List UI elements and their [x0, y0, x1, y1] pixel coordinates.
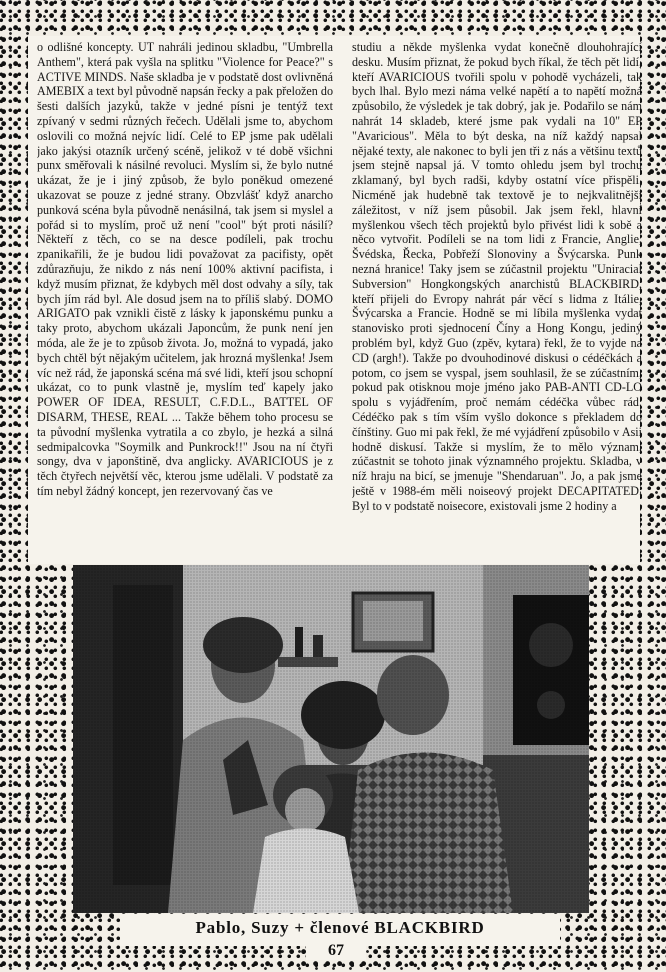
photo-caption: Pablo, Suzy + členové BLACKBIRD [195, 918, 485, 937]
article-column-left: o odlišné koncepty. UT nahráli jedinou skladbu, "Umbrella Anthem", která pak vyšla na splitku "Violence for Peace?" s ACTIVE MINDS. Naše skladba je v podstatě dost ovlivněná AMEBIX a text byl původně napsán řecky a pak přeložen do šesti dalších jazyků, takže v jedné písni je tentýž text zpívaný v sedmi různých řečech. Udělali jsme to, abychom oslovili co možná nejvíc lidí. Celé to EP jsme pak udělali jako jakýsi otazník určený scéně, jelikož v té době všichni punx směřovali k násilné revoluci. Myslím si, že bylo nutné ukázat, že je i jiný způsob, že bylo poněkud omezené ukazovat se pouze z jedné strany. Obzvlášť když anarcho punková scéna byla původně nenásilná, tak jsem si myslel a pořád si to myslím, proč už není "cool" být proti násilí? Někteří z těch, co se na desce podíleli, pak trochu zpanikařili, že je budou lidi považovat za pacifisty, opět zdůrazňuju, že nikdo z nás není 100% aktivní pacifista, i když musím přiznat, že kdybych měl dost odvahy a síly, tak bych jím rád byl. Ale dosud jsem na to příliš slabý. DOMO ARIGATO pak vznikli čistě z lásky k japonskému punku a taky proto, abychom ukázali Japoncům, že punk není jen móda, ale že je to způsob života. Jo, možná to vypadá, jako bych chtěl být nějakým učitelem, jak hrozná myšlenka! Jsem víc než rád, že japonská scéna má své lidi, kteří jsou schopní ukázat, co to punk vlastně je, myslím teď kapely jako POWER OF IDEA, RESULT, C.F.D.L., BATTEL OF DISARM, THESE, REAL ... Takže během toho procesu se ta původní myšlenka vytratila a co zbylo, je hezká a silná sedmipalcovka "Soymilk and Punkrock!!" Jsou na ní čtyři songy, dva v japonštině, dva anglicky. AVARICIOUS je z těch čtyřech největší věc, kterou jsme udělali. V podstatě za tím nebyl žádný koncept, jen rezervovaný čas ve [37, 40, 333, 498]
band-photo-illustration [73, 565, 589, 913]
article-column-right: studiu a někde myšlenka vydat konečně dlouhohrající desku. Musím přiznat, že pokud bych říkal, že těch pět lidí, kteří AVARICIOUS tvořili spolu v pohodě vycházeli, tak bych lhal. Bylo mezi náma velké napětí a to napětí možná způsobilo, že výsledek je tak dobrý, jak je. Podařilo se nám nahrát 14 skladeb, které jsme pak vydali na 10" EP "Avaricious". Měla to být deska, na níž každý napsal nějaké texty, ale nakonec to byli jen tři z nás a většinu textů jsem stejně napsal já. V tomto ohledu jsem byl trochu zklamaný, byl bych radši, kdyby ostatní více přispěli. Nicméně jak hudebně tak textově je to nejkvalitnější záležitost, v níž jsem působil. Jak jsem řekl, hlavní myšlenkou všech těch projektů bylo přivést lidi k sobě a něco vytvořit. Podíleli se na tom lidi z Francie, Anglie, Švédska, Řecka, Pobřeží Slonoviny a Švýcarska. Punk nezná hranice! Taky jsem se zúčastnil projektu "Uniracial Subversion" Hongkongských anarchistů BLACKBIRD, kteří přijeli do Evropy nahrát pár věcí s lidma z Itálie, Švýcarska a Francie. Hodně se mi líbila myšlenka vydat stanovisko proti sjednocení Číny a Hong Kongu, jediný problém byl, když Guo (zpěv, kytara) řekl, že to vyjde na CD (argh!). Takže po dvouhodinové diskusi o cédéčkách a potom, co jsem se vyspal, jsem souhlasil, že se zúčastním, pokud pak otisknou moje jméno jako PAB-ANTI CD-LO spolu s vyjádřením, proč nemám cédéčka vůbec rád. Cédéčko pak s tím vším vyšlo dokonce s překladem do čínštiny. Guo mi pak řekl, že mé vyjádření způsobilo v Asii hodně diskusí. Takže si myslím, že to mělo význam, zúčastnit se tohoto jinak významného projektu. Skladba, v níž hraju na bicí, se jmenuje "Shendaruan". Jo, a pak jsme ještě v 1988-ém měli noiseový projekt DECAPITATED. Byl to v podstatě noisecore, existovali jsme 2 hodiny a [352, 40, 642, 513]
band-photo [73, 565, 589, 913]
page-number: 67 [306, 942, 366, 960]
